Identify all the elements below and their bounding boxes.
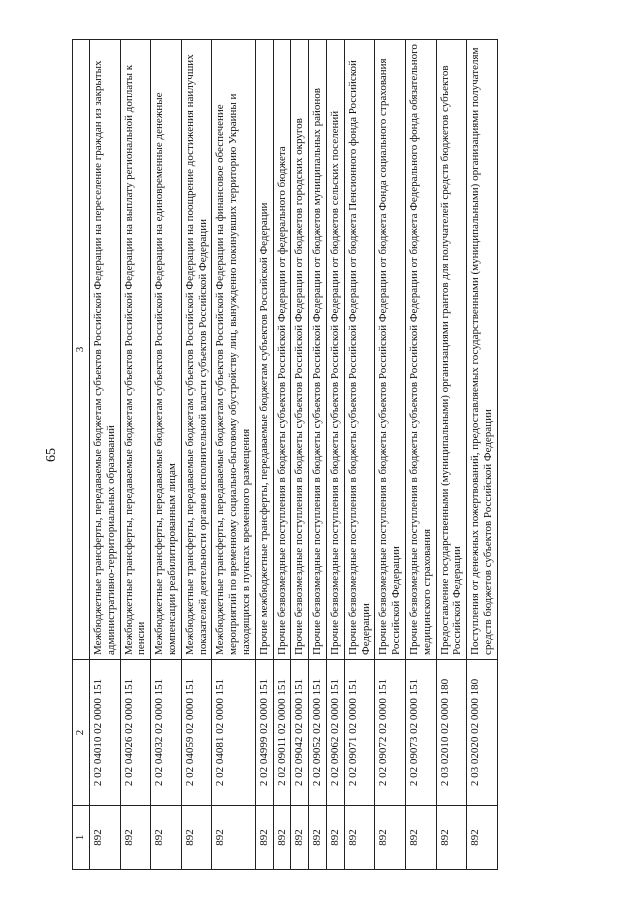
table-row	[309, 40, 327, 870]
table-row	[375, 40, 406, 870]
budget-classification-code-cell: 2 02 04032 02 0000 151	[151, 660, 182, 806]
header-col-2: 2	[73, 660, 90, 806]
revenue-name-cell: Прочие безвозмездные поступления в бюджеты субъектов Российской Федерации от бюджетов муниципальных районов	[309, 40, 327, 660]
budget-classification-code-cell: 2 02 09072 02 0000 151	[375, 660, 406, 806]
admin-code-cell: 892	[467, 806, 498, 870]
budget-classification-code-cell: 2 02 04081 02 0000 151	[212, 660, 255, 806]
revenue-name-cell: Прочие безвозмездные поступления в бюджеты субъектов Российской Федерации от бюджета Пенсионного фонда Российской Федерации	[344, 40, 375, 660]
rotated-page	[38, 40, 598, 870]
budget-classification-code-cell: 2 02 04010 02 0000 151	[90, 660, 121, 806]
budget-classification-code-cell: 2 02 04026 02 0000 151	[120, 660, 151, 806]
table-row	[181, 40, 212, 870]
table-row	[151, 40, 182, 870]
table-row	[255, 40, 273, 870]
budget-classification-code-cell: 2 02 04059 02 0000 151	[181, 660, 212, 806]
revenue-name-cell: Межбюджетные трансферты, передаваемые бюджетам субъектов Российской Федерации на переселение граждан из закрытых административно-территориальных образований	[90, 40, 121, 660]
revenue-name-cell: Межбюджетные трансферты, передаваемые бюджетам субъектов Российской Федерации на финансовое обеспечение мероприятий по временному социально-бытовому обустройству лиц, вынужденно покинувших территорию Украины и находящихся в пунктах временного размещения	[212, 40, 255, 660]
table-row	[291, 40, 309, 870]
admin-code-cell: 892	[181, 806, 212, 870]
admin-code-cell: 892	[375, 806, 406, 870]
revenue-name-cell: Межбюджетные трансферты, передаваемые бюджетам субъектов Российской Федерации на единовременные денежные компенсации реабилитированным лицам	[151, 40, 182, 660]
budget-classification-code-cell: 2 03 02010 02 0000 180	[436, 660, 467, 806]
page-number: 65	[44, 448, 59, 462]
revenue-codes-table	[72, 39, 498, 870]
revenue-name-cell: Прочие безвозмездные поступления в бюджеты субъектов Российской Федерации от бюджетов сельских поселений	[326, 40, 344, 660]
table-row	[90, 40, 121, 870]
revenue-name-cell: Поступления от денежных пожертвований, предоставляемых государственными (муниципальными) организациями получателям средств бюджетов субъектов Российской Федерации	[467, 40, 498, 660]
table-row	[326, 40, 344, 870]
budget-classification-code-cell: 2 02 09042 02 0000 151	[291, 660, 309, 806]
budget-classification-code-cell: 2 02 09052 02 0000 151	[309, 660, 327, 806]
table-row	[405, 40, 436, 870]
admin-code-cell: 892	[212, 806, 255, 870]
admin-code-cell: 892	[90, 806, 121, 870]
revenue-name-cell: Прочие межбюджетные трансферты, передаваемые бюджетам субъектов Российской Федерации	[255, 40, 273, 660]
admin-code-cell: 892	[344, 806, 375, 870]
admin-code-cell: 892	[273, 806, 291, 870]
budget-classification-code-cell: 2 02 09071 02 0000 151	[344, 660, 375, 806]
revenue-name-cell: Межбюджетные трансферты, передаваемые бюджетам субъектов Российской Федерации на поощрение достижения наилучших показателей деятельности органов исполнительной власти субъектов Российской Федерации	[181, 40, 212, 660]
budget-classification-code-cell: 2 02 04999 02 0000 151	[255, 660, 273, 806]
revenue-name-cell: Прочие безвозмездные поступления в бюджеты субъектов Российской Федерации от бюджета Федерального фонда обязательного медицинского страхования	[405, 40, 436, 660]
admin-code-cell: 892	[309, 806, 327, 870]
revenue-name-cell: Межбюджетные трансферты, передаваемые бюджетам субъектов Российской Федерации на выплату региональной доплаты к пенсии	[120, 40, 151, 660]
admin-code-cell: 892	[291, 806, 309, 870]
admin-code-cell: 892	[405, 806, 436, 870]
budget-classification-code-cell: 2 02 09062 02 0000 151	[326, 660, 344, 806]
budget-classification-code-cell: 2 02 09011 02 0000 151	[273, 660, 291, 806]
table-row	[436, 40, 467, 870]
table-row	[467, 40, 498, 870]
revenue-name-cell: Предоставление государственными (муниципальными) организациями грантов для получателей средств бюджетов субъектов Российской Федерации	[436, 40, 467, 660]
table-header-row	[73, 40, 90, 870]
admin-code-cell: 892	[120, 806, 151, 870]
budget-classification-code-cell: 2 02 09073 02 0000 151	[405, 660, 436, 806]
revenue-name-cell: Прочие безвозмездные поступления в бюджеты субъектов Российской Федерации от бюджета Фонда социального страхования Российской Федерации	[375, 40, 406, 660]
table-row	[120, 40, 151, 870]
table-row	[273, 40, 291, 870]
table-row	[344, 40, 375, 870]
table-row	[212, 40, 255, 870]
admin-code-cell: 892	[255, 806, 273, 870]
header-col-1: 1	[73, 806, 90, 870]
header-col-3: 3	[73, 40, 90, 660]
admin-code-cell: 892	[326, 806, 344, 870]
admin-code-cell: 892	[436, 806, 467, 870]
table-body	[90, 40, 498, 870]
revenue-name-cell: Прочие безвозмездные поступления в бюджеты субъектов Российской Федерации от федерального бюджета	[273, 40, 291, 660]
admin-code-cell: 892	[151, 806, 182, 870]
revenue-name-cell: Прочие безвозмездные поступления в бюджеты субъектов Российской Федерации от бюджетов городских округов	[291, 40, 309, 660]
budget-classification-code-cell: 2 03 02020 02 0000 180	[467, 660, 498, 806]
